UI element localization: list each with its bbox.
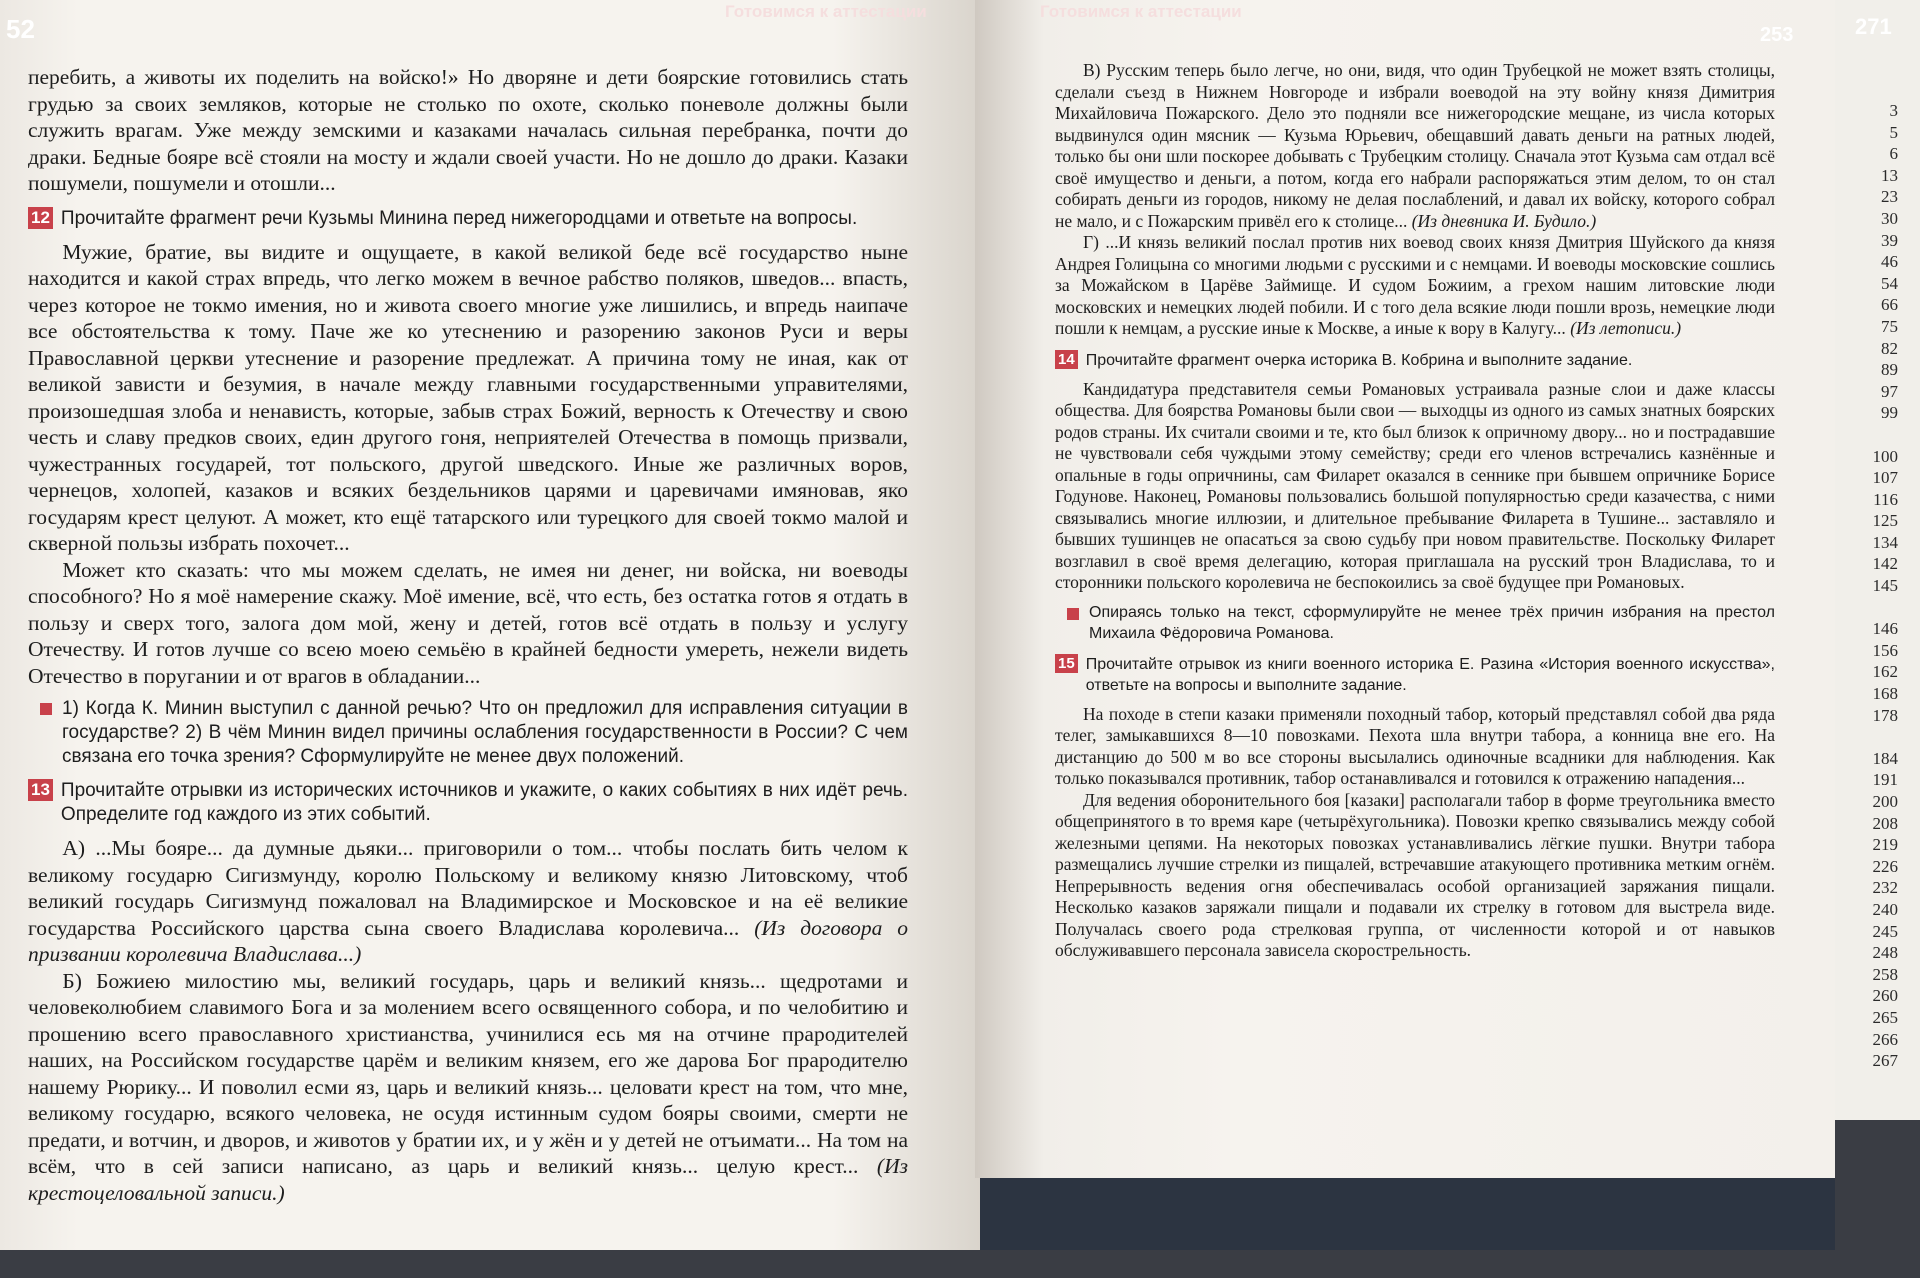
bullet-square-icon <box>1067 608 1079 620</box>
task-15-heading <box>1055 654 1775 696</box>
task-12-heading <box>28 207 908 231</box>
left-running-head: Готовимся к аттестации <box>725 2 927 21</box>
index-page-number: 178 <box>1872 705 1898 725</box>
source-a-text: А) ...Мы бояре... да думные дьяки... приговорили о том... чтобы послать бить челом к великому государю Сигизмунду, королю Польскому и великому князю Литовскому, чтоб великий государь Сигизмунд пожаловал на Владимирское и Московское и на её великие государства Российского царства сына своего Владислава королевича... <box>28 836 908 940</box>
index-page-number: 5 <box>1889 122 1898 142</box>
source-b <box>28 968 908 1207</box>
index-page-number: 248 <box>1872 943 1898 963</box>
index-page-number <box>1848 726 1898 748</box>
minin-speech-paragraph-1: Мужие, братие, вы видите и ощущаете, в какой великой беде всё государство ныне находится и какой страх впредь, что легко можем в вечное рабство поляков, шведов... впасть, через которое не токмо имения, но и живота своего многие уже лишились, и впредь наипаче все обстоятельства к тому. Паче же ко утеснению и разорению законов Руси и веры Православной церкви утеснение и разорение предлежат. А причина тому не иная, как от великой зависти и безумия, в начале между главными государственными управителями, произошедшая злоба и ненависть, которые, забыв страх Божий, верность к Отечеству и свою честь и славу предков своих, един другого гоня, неприятелей Отечества в помощь призвали, чужестранных государей, тот польского, другой шведского. Иные же различных воров, чернецов, холопей, казаков и всяких бездельников царями и царевичами имяновав, яко государям крест целуют. А может, кто ещё татарского или турецкого для своей токмо малой и скверной пользы избрать похочет... <box>28 239 908 555</box>
task-15-number: 15 <box>1055 654 1078 673</box>
minin-speech-paragraph-2: Может кто сказать: что мы можем сделать, не имея ни денег, ни войска, ни воеводы способного? Но я моё намерение скажу. Моё имение, всё, что есть, без остатка готов я отдать в пользу и сверх того, залога дом мой, жену и детей, готов всё отдать в пользу и услугу Отечеству. И готов лучше со всею моею семьёю в крайней бедности умереть, нежели видеть Отечество в поругании и от врагов в обладании... <box>28 557 908 688</box>
index-page-number: 23 <box>1881 187 1898 207</box>
index-page-number: 200 <box>1872 792 1898 811</box>
source-g-citation: (Из летописи.) <box>1570 318 1682 338</box>
source-b-text: Б) Божиею милостию мы, великий государь, царь и великий князь... щедротами и человеколюбием славимого Бога и за молением всего освященного собора, и по челобитию и прошению всего православного христианства, учинилися есь мя на отчине прародителей наших, на Российском государстве царём и великим князем, его же дарова Бог прародителю нашему Рюрику... И поволил есми яз, царь и великий князь... целовати крест на том, что мне, великому государю, всякого человека, не осудя истинным судом бояры своими, смерти не предати, и вотчин, и дворов, и животов у братии их, и у жён и у детей не отъимати... На том на всём, что в сей записи написано, аз царь и великий князь... целую крест... <box>28 968 908 1178</box>
intro-paragraph: перебить, а животы их поделить на войско!» Но дворяне и дети боярские готовились стать грудью за своих земляков, которые не столько по охоте, сколько поневоле должны были служить врагам. Уже между земскими и казаками началась сильная перебранка, почти до драки. Бедные бояре всё стояли на мосту и ждали своей участи. Но не дошло до драки. Казаки пошумели, пошумели и отошли... <box>28 65 908 195</box>
left-page-number: 52 <box>6 14 35 44</box>
bullet-square-icon <box>40 703 52 715</box>
source-v-text: В) Русским теперь было легче, но они, видя, что один Трубецкой не может взять столицы, сделали съезд в Нижнем Новгороде и избрали воеводой на эту войну князя Димитрия Михайловича Пожарского. Дело это подняли все нижегородские мещане, из числа которых выдвинулся один мясник — Кузьма Юрьевич, обещавший давать деньги на ратных людей, только бы они шли поскорее добывать с Трубецким столицу. Сначала этот Кузьма сам отдал всё своё имущество и деньги, а потом, когда его набрали распоряжаться этим делом, то он стал собирать деньги из городов, никому не делая послаблений, и давал их войску, которого собрал не мало, и с Пожарским привёл его к столице... <box>1055 60 1775 231</box>
index-page-number: 162 <box>1872 662 1898 682</box>
index-page-number: 89 <box>1881 360 1898 380</box>
index-page-number: 184 <box>1872 748 1898 768</box>
index-page-number: 97 <box>1881 381 1898 401</box>
index-page-number: 30 <box>1881 208 1898 228</box>
task-14-heading <box>1055 350 1775 371</box>
index-page-number: 240 <box>1872 899 1898 919</box>
index-page-number: 168 <box>1872 684 1898 704</box>
index-page-number: 13 <box>1881 165 1898 185</box>
index-page-number: 116 <box>1873 489 1898 509</box>
index-page-number: 260 <box>1872 986 1898 1006</box>
task-13-heading <box>28 779 908 827</box>
source-g-text: Г) ...И князь великий послал против них воевод своих князя Дмитрия Шуйского да князя Андрея Голицына со многими людьми с русскими и с немцами. И воеводы московские сошлись за Можайском в Царёве Займище. И судом Божиим, а грехом нашим литовские люди московских и немецких людей побили. И с того дела всякие люди пошли врозь, немецкие люди пошли к немцам, а русские иные к Москве, а иные к вору в Калугу... <box>1055 232 1775 338</box>
underlying-page-number: 271 <box>1855 14 1892 39</box>
source-a-citation: (Из договора о призвании королевича Владислава...) <box>28 915 909 966</box>
index-page-number: 266 <box>1872 1029 1898 1049</box>
right-page-text <box>1055 60 1775 962</box>
index-page-numbers <box>1848 100 1898 1072</box>
index-page-number: 134 <box>1872 532 1898 552</box>
index-page-number: 54 <box>1881 273 1898 293</box>
left-page-text <box>28 64 908 1206</box>
task-14-number: 14 <box>1055 350 1078 369</box>
index-page-number: 258 <box>1872 964 1898 984</box>
task-15-heading-text: Прочитайте отрывок из книги военного историка Е. Разина «История военного искусства», ответьте на вопросы и выполните задание. <box>1085 655 1775 694</box>
index-page-number: 208 <box>1872 813 1898 833</box>
index-page-number: 125 <box>1872 511 1898 531</box>
source-g <box>1055 232 1775 340</box>
index-page-number: 39 <box>1881 230 1898 250</box>
index-page-number <box>1848 424 1898 446</box>
index-page-number: 245 <box>1872 921 1898 941</box>
task-12-heading-text: Прочитайте фрагмент речи Кузьмы Минина перед нижегородцами и ответьте на вопросы. <box>60 207 858 229</box>
index-page-number: 191 <box>1872 770 1898 790</box>
right-page-number: 253 <box>1760 24 1794 46</box>
task-14-question-text: Опираясь только на текст, сформулируйте не менее трёх причин избрания на престол Михаила Фёдоровича Романова. <box>1089 603 1775 642</box>
index-page-number: 145 <box>1872 576 1898 596</box>
task-14-question <box>1067 602 1775 644</box>
razin-paragraph-1: На походе в степи казаки применяли походный табор, который представлял собой два ряда телег, замыкавшихся 8—10 повозками. Пехота шла внутри табора, а конница вне его. На дистанцию до 500 м во все стороны высылались одиночные всадники для наблюдения. Как только показывался противник, табор останавливался и готовился к отражению нападения... <box>1055 703 1775 788</box>
index-page-number <box>1848 597 1898 619</box>
kobrin-excerpt: Кандидатура представителя семьи Романовых устраивала разные слои и даже классы общества. Для боярства Романовы были свои — выходцы из одного из самых знатных боярских родов страны. Их считали своими и те, кто был близок к опричному двору... но и пострадавшие не чувствовали себя чуждыми этому семейству; среди его членов встречались казнённые и опальные в годы опричнины, сам Филарет оказался в сеннике при бывшем опричнике Борисе Годунове. Наконец, Романовы пользовались большой популярностью среди казачества, с ними связывались многие иллюзии, и длительное пребывание Филарета в Тушине... заставляло и бывших тушинцев не опасаться за свою судьбу при новом правительстве. Поскольку Филарет возглавил в своё время делегацию, которая приглашала на русский трон Владислава, то и сторонники польского королевича не беспокоились за своё будущее при Романовых. <box>1055 378 1775 592</box>
task-13-heading-text: Прочитайте отрывки из исторических источников и укажите, о каких событиях в них идёт речь. Определите год каждого из этих событий. <box>60 780 908 825</box>
index-page-number: 146 <box>1872 619 1898 639</box>
right-running-head: Готовимся к аттестации <box>1040 2 1242 21</box>
task-13-number: 13 <box>28 779 53 801</box>
index-page-number: 99 <box>1881 403 1898 423</box>
index-page-number: 267 <box>1872 1051 1898 1071</box>
index-page-number: 82 <box>1881 338 1898 358</box>
index-page-number: 219 <box>1872 835 1898 855</box>
task-12-question <box>40 697 908 769</box>
index-page-number: 100 <box>1872 446 1898 466</box>
index-page-number: 75 <box>1881 316 1898 336</box>
razin-paragraph-2: Для ведения оборонительного боя [казаки] располагали табор в форме треугольника вместо общепринятого в то время каре (четырёхугольника). Повозки крепко связывались между собой железными цепями. На некоторых повозках устанавливались лёгкие пушки. Внутри табора размещались лучшие стрелки из пищалей, встречавшие атакующего противника метким огнём. Непрерывность ведения огня обеспечивалась особой организацией заряжания пищали. Несколько казаков заряжали пищали и подавали их стрелку в готовом для выстрела виде. Получалась своего рода стрелковая группа, от численности которой и от навыков обслуживавшего персонала зависела скорострельность. <box>1055 789 1775 960</box>
task-14-heading-text: Прочитайте фрагмент очерка историка В. Кобрина и выполните задание. <box>1085 351 1633 369</box>
index-page-number: 3 <box>1889 101 1898 120</box>
index-page-number: 46 <box>1881 252 1898 272</box>
index-page-number: 156 <box>1872 640 1898 660</box>
index-page-number: 6 <box>1889 144 1898 164</box>
index-page-number: 66 <box>1881 295 1898 315</box>
index-page-number: 226 <box>1872 856 1898 876</box>
index-page-number: 107 <box>1872 468 1898 488</box>
source-a <box>28 835 908 968</box>
source-b-citation: (Из крестоцеловальной записи.) <box>28 1154 908 1205</box>
task-12-number: 12 <box>28 207 53 229</box>
source-v <box>1055 60 1775 232</box>
source-v-citation: (Из дневника И. Будило.) <box>1411 210 1597 231</box>
index-page-number: 142 <box>1872 554 1898 574</box>
index-page-number: 265 <box>1872 1007 1898 1027</box>
task-12-question-text: 1) Когда К. Минин выступил с данной речью? Что он предложил для исправления ситуации в государстве? 2) В чём Минин видел причины ослабления государственности в России? С чем связана его точка зрения? Сформулируйте не менее двух положений. <box>62 698 908 767</box>
index-page-number: 232 <box>1872 878 1898 898</box>
